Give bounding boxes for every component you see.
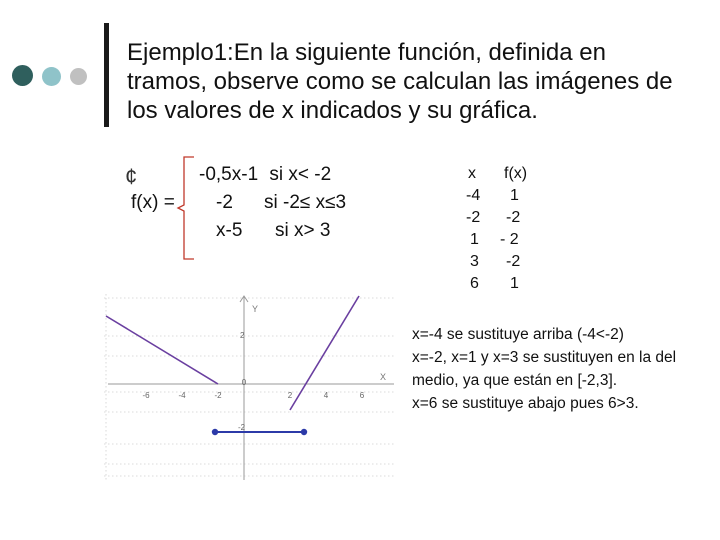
- explanation-line-2: x=-2, x=1 y x=3 se sustituyen en la del medio, ya que están en [-2,3].: [412, 349, 677, 389]
- table-cell-fx: -2: [506, 209, 521, 226]
- table-cell-x: -2: [466, 209, 481, 226]
- table-row: [462, 185, 552, 207]
- y-tick-label: 2: [240, 331, 245, 340]
- piece-1-expr: -0,5x-1: [199, 164, 259, 185]
- values-table: [462, 163, 552, 295]
- table-cell-x: -4: [466, 187, 481, 204]
- y-axis-label: Y: [252, 304, 259, 314]
- left-brace: [176, 155, 200, 261]
- table-cell-fx: 1: [510, 187, 519, 204]
- decor-dot-light: [42, 67, 61, 86]
- table-row: [462, 207, 552, 229]
- slide-title: Ejemplo1:En la siguiente función, definida en tramos, observe como se calculan las imágenes de los valores de x indicados y su gráfica.: [127, 39, 673, 124]
- piece-3-cond: si x> 3: [275, 220, 331, 241]
- piece-2-expr: -2: [216, 192, 233, 213]
- y-tick-label: -2: [238, 423, 246, 432]
- piece-1-cond: si x< -2: [269, 164, 332, 185]
- piece-3-expr: x-5: [216, 220, 243, 241]
- table-row: [462, 229, 552, 251]
- function-graph: [104, 294, 404, 480]
- x-tick-label: -6: [142, 391, 150, 400]
- x-tick-label: 2: [287, 391, 293, 400]
- piece-row-1: [199, 164, 331, 186]
- x-tick-label: 6: [359, 391, 365, 400]
- x-axis-label: X: [380, 372, 387, 382]
- explanation-text: [412, 323, 692, 415]
- x-tick-label: -4: [178, 391, 186, 400]
- explanation-line-3: x=6 se sustituye abajo pues 6>3.: [412, 395, 639, 412]
- table-cell-fx: - 2: [500, 231, 519, 248]
- graph-piece-1: [106, 316, 218, 384]
- table-cell-fx: -2: [506, 253, 521, 270]
- table-cell-x: 1: [470, 231, 479, 248]
- segment-endpoint-left: [212, 429, 218, 435]
- table-cell-x: 3: [470, 253, 479, 270]
- function-label: f(x) =: [131, 192, 175, 213]
- decor-dot-gray: [70, 68, 87, 85]
- piece-2-cond: si -2≤ x≤3: [264, 192, 347, 213]
- bullet-icon: ¢: [125, 164, 138, 189]
- x-tick-label: 0: [241, 378, 247, 387]
- grid: [104, 294, 396, 480]
- table-row: [462, 273, 552, 295]
- table-cell-fx: 1: [510, 275, 519, 292]
- x-tick-label: 4: [323, 391, 329, 400]
- segment-endpoint-right: [301, 429, 307, 435]
- x-tick-label: -2: [214, 391, 222, 400]
- table-header-x: x: [468, 165, 476, 182]
- table-header-fx: f(x): [504, 165, 528, 182]
- title-divider: [104, 23, 109, 127]
- table-cell-x: 6: [470, 275, 479, 292]
- explanation-line-1: x=-4 se sustituye arriba (-4<-2): [412, 326, 624, 343]
- table-row: [462, 251, 552, 273]
- table-header: [462, 163, 552, 185]
- decor-dot-dark: [12, 65, 33, 86]
